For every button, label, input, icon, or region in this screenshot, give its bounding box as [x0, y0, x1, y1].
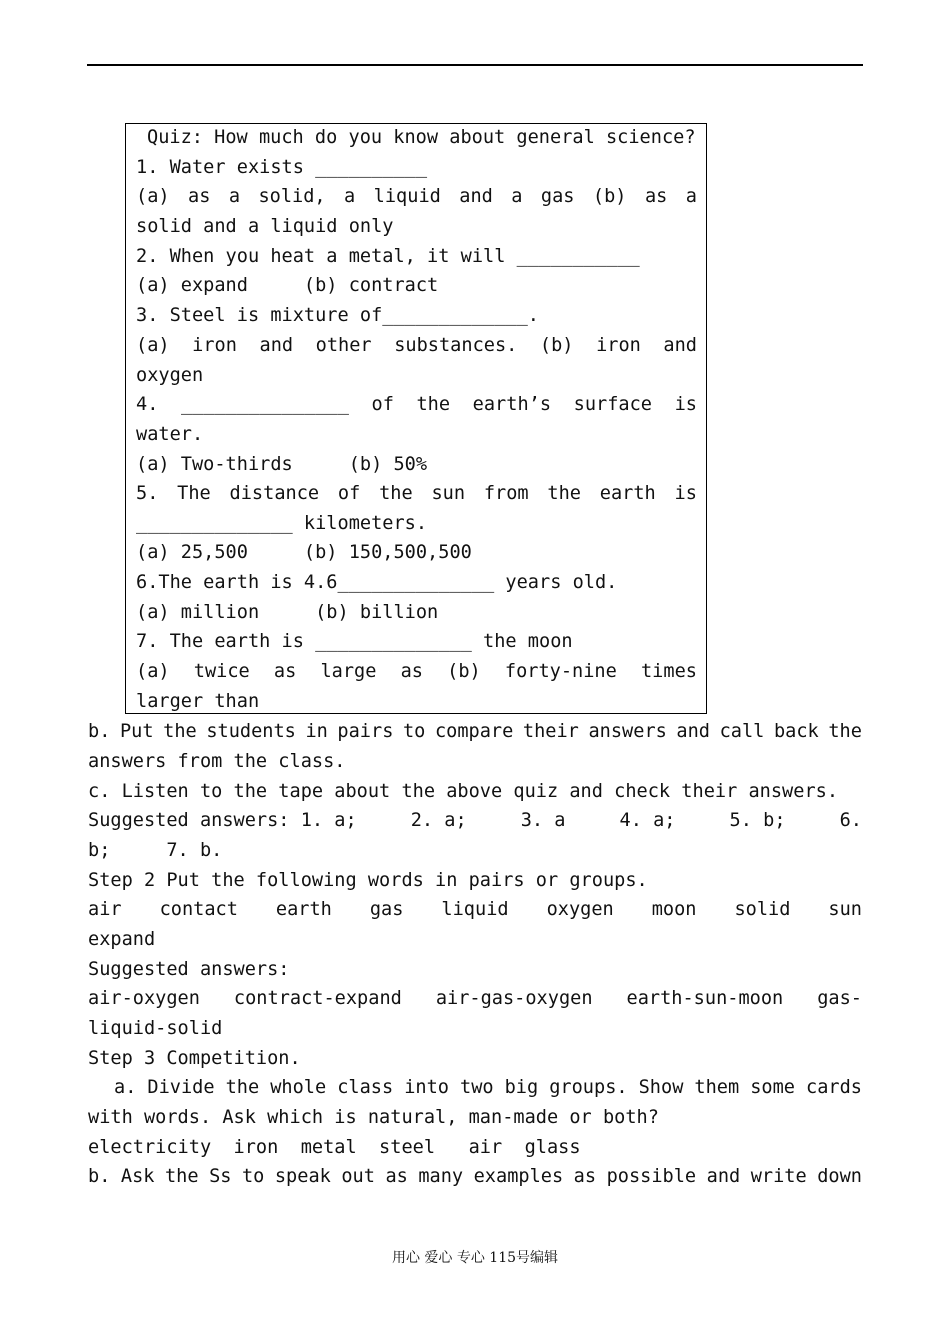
word: iron	[192, 335, 237, 356]
word: examples	[473, 1166, 564, 1187]
word: (b)	[447, 661, 481, 682]
word: out	[341, 1166, 375, 1187]
word: gas-	[817, 988, 862, 1009]
step3-b-line	[88, 1168, 862, 1187]
word: their	[522, 721, 579, 742]
word: and	[259, 335, 294, 356]
word: surface	[573, 394, 653, 415]
q1-options-line1	[136, 188, 697, 207]
word: the	[547, 483, 581, 504]
step2-words-line2: expand	[88, 929, 156, 950]
q5-stem-line2: ______________ kilometers.	[136, 513, 428, 534]
word: the	[164, 1166, 199, 1187]
word: the	[163, 721, 197, 742]
quiz-title: Quiz: How much do you know about general science?	[147, 127, 696, 148]
word: (a)	[136, 335, 170, 356]
word: Ask	[120, 1166, 155, 1187]
word: students	[206, 721, 296, 742]
step1-c-line: c. Listen to the tape about the above quiz and check their answers.	[88, 781, 839, 802]
word: oxygen	[546, 899, 614, 920]
word: the	[416, 394, 451, 415]
q1-stem: 1. Water exists __________	[136, 157, 428, 178]
q5-options: (a) 25,500 (b) 150,500,500	[136, 542, 472, 563]
step1-b-line1	[88, 723, 862, 742]
word: of	[371, 394, 394, 415]
word: b.	[88, 721, 111, 742]
word: contact	[159, 899, 238, 920]
word: whole	[270, 1077, 327, 1098]
word: 5.	[136, 483, 159, 504]
word: as	[400, 661, 423, 682]
answers-line2: b; 7. b.	[88, 840, 223, 861]
word: to	[241, 1166, 265, 1187]
header-rule	[87, 64, 863, 66]
step3-a-line1	[114, 1079, 862, 1098]
word: 5. b;	[729, 810, 786, 831]
word: call	[719, 721, 765, 742]
word: 2. a;	[410, 810, 467, 831]
word: pairs	[337, 721, 394, 742]
word: air-oxygen	[88, 988, 200, 1009]
word: contract-expand	[233, 988, 402, 1009]
word: a	[511, 186, 523, 207]
word: gas	[369, 899, 404, 920]
step3-words: electricity iron metal steel air glass	[88, 1137, 581, 1158]
q3-stem: 3. Steel is mixture of_____________.	[136, 305, 539, 326]
word: iron	[596, 335, 641, 356]
step2-answers-line1	[88, 990, 862, 1009]
q6-options: (a) million (b) billion	[136, 602, 439, 623]
answers-line1	[88, 812, 862, 831]
word: as	[188, 186, 211, 207]
word: times	[640, 661, 697, 682]
q4-stem-line2: water.	[136, 424, 204, 445]
word: gas	[540, 186, 575, 207]
word: compare	[434, 721, 514, 742]
word: and	[459, 186, 493, 207]
word: back	[773, 721, 819, 742]
word: earth’s	[472, 394, 552, 415]
q3-options-line2: oxygen	[136, 365, 204, 386]
word: answers	[588, 721, 667, 742]
word: The	[177, 483, 211, 504]
q5-stem-line1	[136, 485, 697, 504]
word: air-gas-oxygen	[435, 988, 593, 1009]
word: (b)	[539, 335, 574, 356]
word: Ss	[209, 1166, 232, 1187]
word: distance	[229, 483, 320, 504]
word: (a)	[136, 661, 170, 682]
word: moon	[651, 899, 697, 920]
step2-answers-label: Suggested answers:	[88, 959, 290, 980]
step2-title: Step 2 Put the following words in pairs or groups.	[88, 870, 648, 891]
word: liquid	[373, 186, 441, 207]
word: forty-nine	[504, 661, 617, 682]
word: from	[483, 483, 529, 504]
word: earth	[599, 483, 656, 504]
word: many	[418, 1166, 464, 1187]
word: 3. a	[520, 810, 566, 831]
word: a	[344, 186, 356, 207]
word: sun	[431, 483, 466, 504]
word: two	[460, 1077, 494, 1098]
q4-stem-line1	[136, 396, 697, 415]
word: other	[315, 335, 372, 356]
word: the	[379, 483, 413, 504]
q2-options: (a) expand (b) contract	[136, 275, 439, 296]
word: them	[694, 1077, 740, 1098]
word: large	[320, 661, 377, 682]
q3-options-line1	[136, 337, 697, 356]
word: Show	[638, 1077, 684, 1098]
word: (b)	[592, 186, 627, 207]
word: as	[644, 186, 668, 207]
word: solid	[734, 899, 791, 920]
word: Put	[119, 721, 154, 742]
q4-options: (a) Two-thirds (b) 50%	[136, 454, 428, 475]
word: and	[676, 721, 711, 742]
word: _______________	[180, 394, 349, 415]
quiz-box	[125, 123, 707, 714]
word: cards	[806, 1077, 862, 1098]
word: and	[663, 335, 697, 356]
word: down	[817, 1166, 862, 1187]
q7-options-line2: larger than	[136, 691, 260, 712]
step3-title: Step 3 Competition.	[88, 1048, 301, 1069]
step1-b-line2: answers from the class.	[88, 751, 346, 772]
word: 4.	[136, 394, 159, 415]
q2-stem: 2. When you heat a metal, it will ___________	[136, 246, 640, 267]
word: the	[225, 1077, 260, 1098]
word: write	[750, 1166, 807, 1187]
word: Divide	[147, 1077, 215, 1098]
word: class	[337, 1077, 394, 1098]
word: solid,	[258, 186, 326, 207]
word: liquid	[441, 899, 509, 920]
word: b.	[88, 1166, 111, 1187]
word: possible	[606, 1166, 697, 1187]
word: some	[750, 1077, 795, 1098]
word: the	[828, 721, 862, 742]
word: 6.	[839, 810, 862, 831]
word: (a)	[136, 186, 170, 207]
word: and	[706, 1166, 741, 1187]
step2-answers-line2: liquid-solid	[88, 1018, 223, 1039]
word: air	[88, 899, 122, 920]
step3-a-line2: with words. Ask which is natural, man-made or both?	[88, 1107, 659, 1128]
word: into	[404, 1077, 449, 1098]
word: a	[685, 186, 697, 207]
word: groups.	[549, 1077, 628, 1098]
q7-options-line1	[136, 663, 697, 682]
word: twice	[193, 661, 250, 682]
word: a.	[114, 1077, 137, 1098]
q1-options-line2: solid and a liquid only	[136, 216, 394, 237]
word: big	[504, 1077, 539, 1098]
q6-stem: 6.The earth is 4.6______________ years old.	[136, 572, 618, 593]
word: in	[305, 721, 328, 742]
word: earth-sun-moon	[626, 988, 784, 1009]
word: 4. a;	[619, 810, 676, 831]
word: as	[273, 661, 297, 682]
word: Suggested answers: 1. a;	[88, 810, 357, 831]
word: substances.	[394, 335, 518, 356]
word: speak	[274, 1166, 331, 1187]
q7-stem: 7. The earth is ______________ the moon	[136, 631, 573, 652]
word: is	[674, 394, 697, 415]
word: to	[402, 721, 426, 742]
word: is	[674, 483, 697, 504]
page-footer: 用心 爱心 专心 115号编辑	[391, 1250, 559, 1266]
step2-words	[88, 901, 862, 920]
word: as	[573, 1166, 597, 1187]
word: earth	[275, 899, 332, 920]
word: sun	[828, 899, 862, 920]
word: a	[228, 186, 241, 207]
word: as	[385, 1166, 408, 1187]
word: of	[337, 483, 361, 504]
